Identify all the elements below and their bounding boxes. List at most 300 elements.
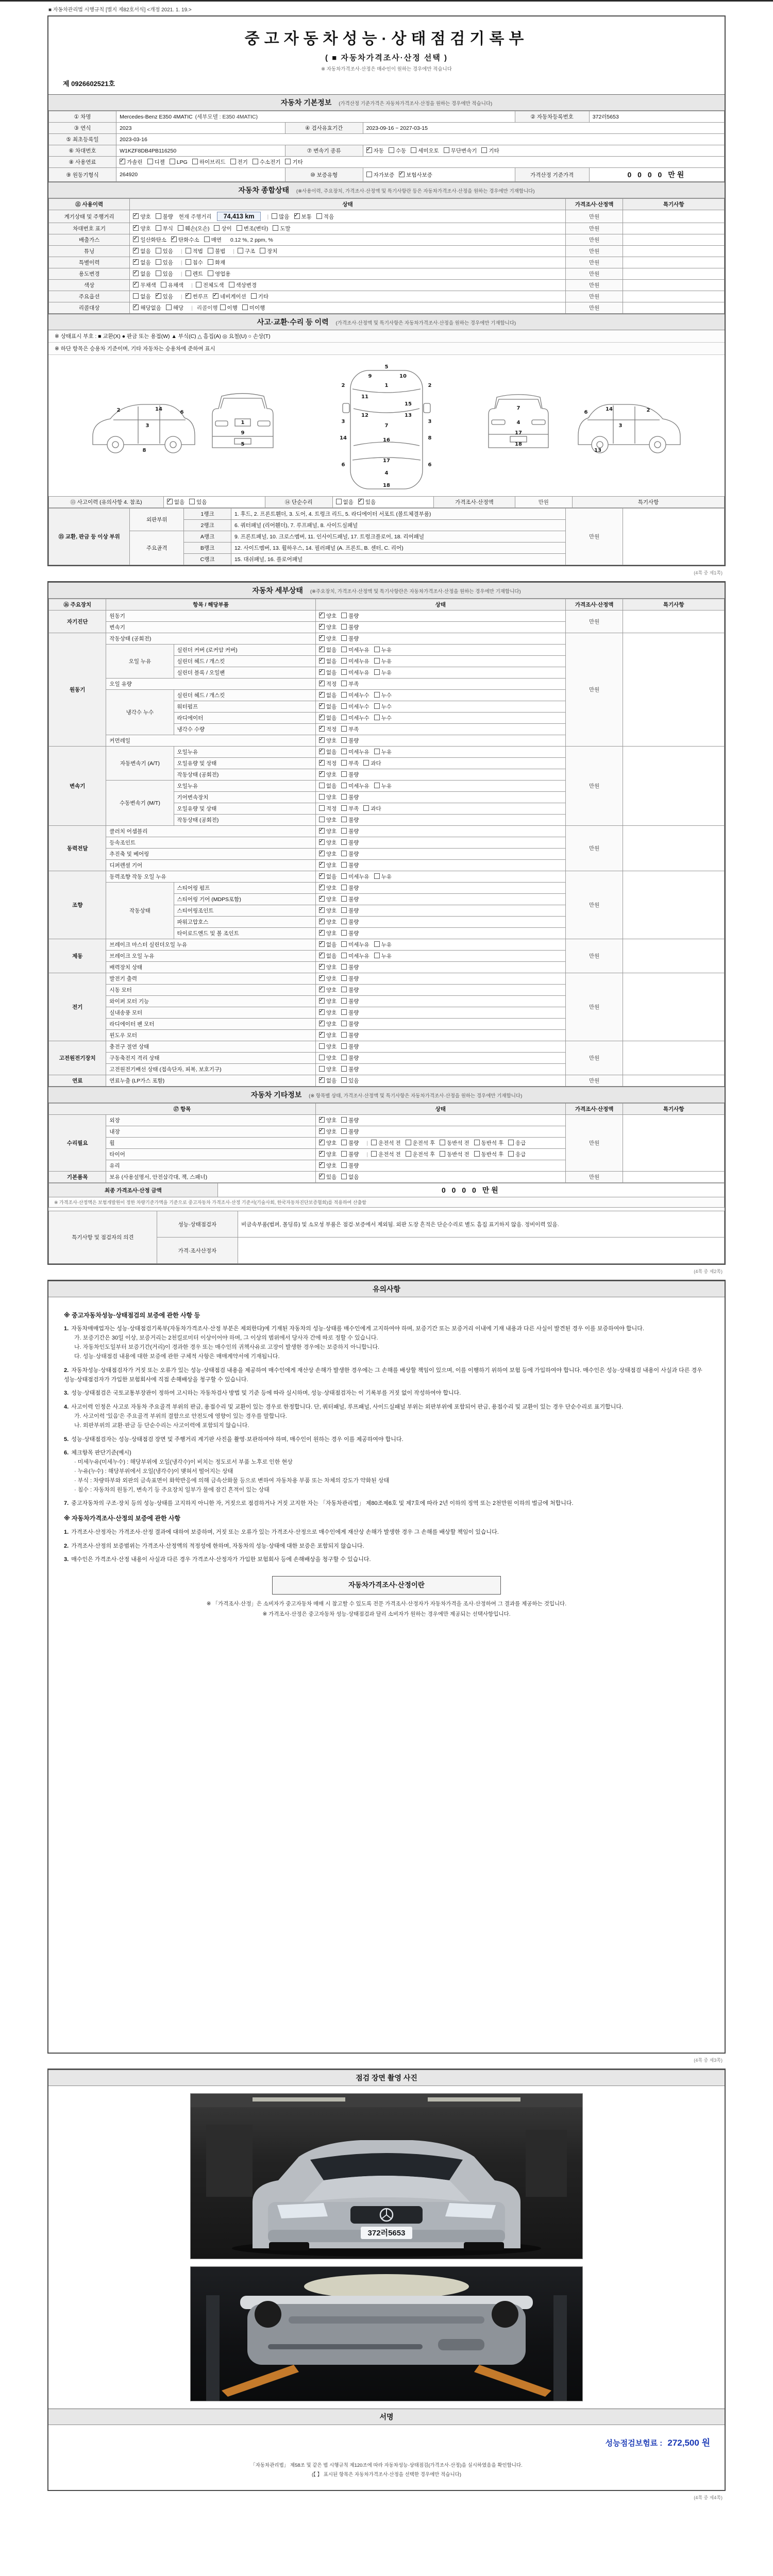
checkbox-option: ✓ 양호 xyxy=(133,213,150,221)
panel-category-label: 주요골격 xyxy=(130,531,184,565)
unchecked-box-icon xyxy=(341,862,347,868)
checkbox-option: ✓ 양호 xyxy=(319,884,337,892)
remark-cell xyxy=(623,633,725,747)
report-title: 중고자동차성능·상태점검기록부 xyxy=(244,30,529,47)
checkbox-option: 없음 xyxy=(319,782,337,790)
checked-box-icon xyxy=(167,499,173,504)
checkbox-option: ✓ 양호 xyxy=(319,1139,337,1147)
checkbox-option: ✓ 가솔린 xyxy=(120,158,142,166)
status-cell xyxy=(315,1075,565,1087)
checked-box-icon xyxy=(319,930,325,936)
item-label: 오일누유 xyxy=(174,781,315,792)
item-label: 작동상태 (공회전) xyxy=(174,769,315,781)
unchecked-box-icon xyxy=(341,1043,347,1049)
appraiser-role-label: 가격·조사산정자 xyxy=(157,1238,238,1264)
diagram-part-number: 2 xyxy=(341,383,345,388)
unchecked-box-icon xyxy=(374,715,380,720)
notice-item-number: 3. xyxy=(64,1556,69,1563)
transmission-options xyxy=(363,145,724,157)
unchecked-box-icon xyxy=(319,1043,325,1049)
checkbox-option: ✓ 없음 xyxy=(167,498,184,506)
item-label: 변속기 xyxy=(106,622,315,633)
checked-box-icon xyxy=(186,293,191,299)
simple-repair-options xyxy=(332,497,434,508)
row-label: 리콜대상 xyxy=(49,302,130,314)
checkbox-option: 부족 xyxy=(341,759,359,767)
device-row xyxy=(49,611,725,622)
checkbox-option: 동반석 후 xyxy=(474,1150,504,1158)
column-header: 상태 xyxy=(130,199,566,210)
table-header-row xyxy=(49,199,725,210)
notice-item-number: 2. xyxy=(64,1543,69,1549)
status-cell xyxy=(315,939,565,951)
checked-box-icon xyxy=(319,873,325,879)
status-cell xyxy=(315,679,565,690)
unchecked-box-icon xyxy=(341,658,347,664)
price-cell: 만원 xyxy=(565,268,623,280)
price-cell: 만원 xyxy=(565,234,623,246)
status-cell xyxy=(315,735,565,747)
unchecked-box-icon xyxy=(260,248,265,253)
inspector-role-label: 성능·상태점검자 xyxy=(157,1211,238,1238)
basic-info-title: 자동차 기본정보 xyxy=(280,98,332,107)
unchecked-box-icon xyxy=(341,692,347,698)
usage-history-row xyxy=(49,302,725,314)
front-photo-illustration xyxy=(191,2094,582,2259)
notice-section1-title: ※ 중고자동차성능·상태점검의 보증에 관한 사항 등 xyxy=(64,1312,200,1319)
inspector-opinion-text: 비금속부품(범퍼, 몰딩류) 및 소모성 부품은 점검·보증에서 제외됨. 외판 도장 흔적은 단순수리로 별도 흠집 표기하지 않음. 정비이력 있음. xyxy=(238,1211,725,1238)
checkbox-option: ✓ 없음 xyxy=(319,669,337,676)
checkbox-option: 미세누유 xyxy=(341,657,369,665)
checkbox-option: 있음 xyxy=(156,259,173,266)
unchecked-box-icon xyxy=(341,919,347,924)
status-cell xyxy=(315,792,565,803)
notice-item-number: 2. xyxy=(64,1367,69,1374)
document-number: 제 0926602521호 xyxy=(63,80,115,88)
item-label: 동력조향 작동 오일 누유 xyxy=(106,871,315,883)
checkbox-option: ✓ 양호 xyxy=(319,1162,337,1170)
notice-item xyxy=(64,1449,709,1495)
status-cell xyxy=(315,690,565,701)
unchecked-box-icon xyxy=(411,147,416,153)
price-appraisal-info-title: 자동차가격조사·산정이란 xyxy=(272,1576,501,1595)
item-label: 커먼레일 xyxy=(106,735,315,747)
checkbox-option: 변조(변타) xyxy=(237,225,268,232)
notice-item-text: 중고자동차의 구조·장치 등의 성능·상태를 고지하지 아니한 자, 거짓으로 점검하거나 거짓 고지한 자는 「자동차관리법」 제80조제6호 및 제7호에 따라 2년 이하의 징역 또는 2천만원 이하의 벌금에 처합니다. xyxy=(71,1500,574,1507)
notice-subitem: · 누유(누수) : 해당부위에서 오일(냉각수)이 맺혀서 떨어지는 상태 xyxy=(74,1468,233,1475)
checked-box-icon xyxy=(319,715,325,720)
vehicle-name xyxy=(116,111,515,123)
status-cell xyxy=(315,860,565,871)
table-row xyxy=(49,157,725,168)
remark-cell xyxy=(623,234,725,246)
checkbox-option: 화재 xyxy=(208,259,225,266)
unchecked-box-icon xyxy=(319,1055,325,1060)
notice-item-text: 가격조사·산정자는 가격조사·산정 결과에 대하여 보증하며, 거짓 또는 오류가 있는 가격조사·산정으로 매수인에게 재산상 손해가 발생한 경우 그 손해를 배상할 책임이 있습니다. xyxy=(71,1529,499,1535)
option-group-divider: | xyxy=(233,248,234,255)
remark-cell xyxy=(623,210,725,223)
comprehensive-table xyxy=(48,198,725,314)
accident-history-options xyxy=(163,497,265,508)
checkbox-option: ✓ 양호 xyxy=(319,612,337,620)
checked-box-icon xyxy=(319,624,325,630)
unchecked-box-icon xyxy=(341,964,347,970)
device-group-label: 수리필요 xyxy=(49,1115,106,1172)
checkbox-option: 세미오토 xyxy=(411,147,439,155)
diagram-part-number: 11 xyxy=(361,394,368,400)
unchecked-box-icon xyxy=(341,817,347,822)
checkbox-option: 양호 xyxy=(319,1065,337,1073)
checkbox-option: 누유 xyxy=(374,952,392,960)
section-box-4 xyxy=(47,2069,726,2491)
table-row xyxy=(49,1183,725,1197)
status-cell xyxy=(315,962,565,973)
underbody-photo-illustration xyxy=(191,2267,582,2401)
page-number-note: (4쪽 중 제4쪽) xyxy=(694,2495,722,2500)
checkbox-option: 훼손(오손) xyxy=(178,225,210,232)
checkbox-option: 구조 xyxy=(238,247,255,255)
photos-header xyxy=(48,2070,725,2086)
remark-column-label: 특기사항 xyxy=(572,497,724,508)
checkbox-option: 불량 xyxy=(156,213,173,221)
option-group-divider: | xyxy=(267,214,269,220)
option-group-divider: | xyxy=(180,248,182,255)
unchecked-box-icon xyxy=(474,1151,480,1157)
photo-area xyxy=(48,2086,725,2490)
status-cell xyxy=(130,268,566,280)
diagram-part-number: 5 xyxy=(384,364,389,370)
checkbox-option: 적정 xyxy=(319,805,337,812)
checkbox-option: ✓ 양호 xyxy=(319,635,337,642)
item-label: 오일유량 및 상태 xyxy=(174,803,315,815)
unchecked-box-icon xyxy=(374,703,380,709)
checkbox-option: 누유 xyxy=(374,748,392,756)
checkbox-option: 자가보증 xyxy=(366,171,395,179)
notice-subitem: 나. 외판부위의 교환·판금 등 단순수리는 사고이력에 포함되지 않습니다. xyxy=(74,1422,249,1429)
row-label: 용도변경 xyxy=(49,268,130,280)
notice-item xyxy=(64,1366,709,1385)
notice-subitem: · 침수 : 자동차의 원동기, 변속기 등 주요장치 일부가 물에 잠긴 흔적이 있는 상태 xyxy=(74,1486,270,1493)
unchecked-box-icon xyxy=(251,293,257,299)
column-header: 특기사항 xyxy=(623,199,725,210)
checked-box-icon xyxy=(133,270,139,276)
device-group-label: 조향 xyxy=(49,871,106,939)
license-plate-text: 372러5653 xyxy=(367,2229,406,2238)
status-cell xyxy=(315,1041,565,1053)
section-box-2 xyxy=(47,581,726,1265)
status-cell xyxy=(315,905,565,917)
status-cell xyxy=(315,951,565,962)
checkbox-option: ✓ 있음 xyxy=(319,1173,337,1181)
price-cell: 만원 xyxy=(565,973,623,1041)
item-label: 스티어링 기어 (MDPS포함) xyxy=(174,894,315,905)
unchecked-box-icon xyxy=(208,270,213,276)
model-year: 2023 xyxy=(116,123,285,134)
checkbox-option: 있음 xyxy=(189,498,207,506)
field-label: 가격산정 기준가격 xyxy=(515,168,589,182)
checkbox-option: 누유 xyxy=(374,669,392,676)
diagram-part-number: 6 xyxy=(341,462,345,468)
unchecked-box-icon xyxy=(374,647,380,652)
checkbox-option: 부족 xyxy=(341,805,359,812)
price-column-label: 가격조사·산정액 xyxy=(434,497,515,508)
checkbox-option: 기타 xyxy=(481,147,499,155)
status-cell xyxy=(315,996,565,1007)
diagram-part-number: 13 xyxy=(594,448,601,453)
unchecked-box-icon xyxy=(186,248,191,253)
checkbox-option: ✓ 일산화탄소 xyxy=(133,236,166,244)
unchecked-box-icon xyxy=(336,499,342,504)
checkbox-option: ✓ 탄화수소 xyxy=(171,236,199,244)
checked-box-icon xyxy=(319,613,325,618)
item-label: 외장 xyxy=(106,1115,315,1126)
checkbox-option: 무단변속기 xyxy=(444,147,477,155)
checkbox-option: 미세누수 xyxy=(341,703,369,710)
notice-item-text: 매수인은 가격조사·산정 내용이 사실과 다른 경우 가격조사·산정자가 가입한 보험회사 등에 손해배상을 청구할 수 있습니다. xyxy=(71,1556,371,1563)
checked-box-icon xyxy=(319,1117,325,1123)
checked-box-icon xyxy=(319,658,325,664)
etc-subtitle: (※ 항목별 상태, 가격조사·산정액 및 특기사항은 자동차가격조사·산정을 원하는 경우에만 기재합니다) xyxy=(309,1093,523,1099)
status-cell xyxy=(130,223,566,234)
rank-parts: 6. 쿼터패널 (리어휀더), 7. 루프패널, 8. 사이드실패널 xyxy=(231,520,565,531)
unchecked-box-icon xyxy=(374,658,380,664)
checked-box-icon xyxy=(319,828,325,834)
option-group-divider: | xyxy=(366,1140,368,1146)
vehicle-submodel: (세부모델 : E350 4MATIC) xyxy=(195,114,258,120)
checkbox-option: 양호 xyxy=(319,1043,337,1050)
checkbox-option: 동반석 전 xyxy=(440,1150,469,1158)
notice-items xyxy=(64,1528,709,1565)
status-cell xyxy=(315,803,565,815)
unchecked-box-icon xyxy=(481,147,487,153)
checkbox-option: 불량 xyxy=(341,918,359,926)
unchecked-box-icon xyxy=(341,737,347,743)
item-label: 스티어링조인트 xyxy=(174,905,315,917)
checkbox-option: 불량 xyxy=(341,839,359,846)
checked-box-icon xyxy=(319,1128,325,1134)
car-damage-diagram xyxy=(82,359,691,494)
checkbox-option: 불량 xyxy=(341,1150,359,1158)
checkbox-option: 양호 xyxy=(319,793,337,801)
diagram-part-number: 3 xyxy=(341,419,345,425)
notice-item-number: 3. xyxy=(64,1390,69,1397)
checkbox-option: 불량 xyxy=(341,1128,359,1136)
unchecked-box-icon xyxy=(508,1151,514,1157)
checkbox-option: 불량 xyxy=(341,623,359,631)
unchecked-box-icon xyxy=(272,213,277,219)
checkbox-option: ✓ 양호 xyxy=(319,850,337,858)
report-subtitle: ( ■ 자동차가격조사·산정 선택 ) xyxy=(325,54,448,62)
etc-table xyxy=(48,1103,725,1183)
footer-notes xyxy=(48,2458,725,2485)
odometer-label: 현재 주행거리 xyxy=(178,214,212,220)
remark-cell xyxy=(623,302,725,314)
price-cell: 만원 xyxy=(565,210,623,223)
unchecked-box-icon xyxy=(341,907,347,913)
unchecked-box-icon xyxy=(371,1151,377,1157)
usage-history-row xyxy=(49,223,725,234)
notice-item xyxy=(64,1325,709,1361)
item-label: 실린더 헤드 / 개스킷 xyxy=(174,656,315,667)
status-cell xyxy=(130,234,566,246)
device-row xyxy=(49,939,725,951)
notice-header xyxy=(48,1281,725,1297)
diagram-part-number: 4 xyxy=(516,420,520,426)
checkbox-option: 도말 xyxy=(273,225,290,232)
checkbox-option: ✓ 없음 xyxy=(319,657,337,665)
checkbox-option: ✓ 양호 xyxy=(319,963,337,971)
checkbox-option: ✓ 양호 xyxy=(319,986,337,994)
status-cell xyxy=(315,713,565,724)
checkbox-option: 있음 xyxy=(156,270,173,278)
remark-cell xyxy=(623,246,725,257)
unchecked-box-icon xyxy=(341,1032,347,1038)
price-cell: 만원 xyxy=(565,302,623,314)
checkbox-option: LPG xyxy=(170,159,188,165)
diagram-part-number: 18 xyxy=(383,483,390,488)
checkbox-option: 누수 xyxy=(374,691,392,699)
checkbox-option: 적음 xyxy=(316,213,334,221)
checked-box-icon xyxy=(294,213,300,219)
checkbox-option: 불량 xyxy=(341,1020,359,1028)
status-cell xyxy=(315,781,565,792)
remark-cell xyxy=(623,1075,725,1087)
status-cell xyxy=(315,1064,565,1075)
price-cell: 만원 xyxy=(565,246,623,257)
status-cell xyxy=(315,656,565,667)
final-price-value: 0 0 0 0 만원 xyxy=(217,1183,724,1197)
item-label: 내장 xyxy=(106,1126,315,1138)
diagram-part-number: 14 xyxy=(340,435,347,441)
checkbox-option: 불량 xyxy=(341,1043,359,1050)
registration-number: 372러5653 xyxy=(589,111,724,123)
footer-line: 「자동차관리법」 제58조 및 같은 법 시행규칙 제120조에 따라 자동차성능·상태점검(가격조사·산정)을 실시하였음을 확인합니다. xyxy=(250,2463,523,2468)
status-cell xyxy=(315,849,565,860)
checkbox-option: ✓ 있음 xyxy=(156,293,173,300)
column-header: 가격조사·산정액 xyxy=(565,199,623,210)
inspection-period: 2023-09-16 ~ 2027-03-15 xyxy=(363,123,724,134)
checkbox-option: 부족 xyxy=(341,725,359,733)
unchecked-box-icon xyxy=(341,930,347,936)
option-group-divider: | xyxy=(180,271,182,277)
notice-subitem: · 미세누유(미세누수) : 해당부위에 오일(냉각수)이 비치는 정도로서 부품 노후로 인한 현상 xyxy=(74,1459,293,1466)
unchecked-box-icon xyxy=(170,159,175,164)
diagram-part-number: 1 xyxy=(241,420,245,426)
item-label: 디퍼렌셜 기어 xyxy=(106,860,315,871)
checkbox-option: ✓ 양호 xyxy=(319,975,337,982)
unchecked-box-icon xyxy=(189,499,195,504)
field-label: ① 차명 xyxy=(49,111,116,123)
checked-box-icon xyxy=(133,304,139,310)
checkbox-option: 해당 xyxy=(166,304,183,312)
comprehensive-header xyxy=(48,182,725,198)
engine-type: 264920 xyxy=(116,168,285,182)
checkbox-option: 과다 xyxy=(363,805,381,812)
checked-box-icon xyxy=(319,1162,325,1168)
checkbox-option: 없음 xyxy=(133,293,150,300)
field-label: ⑧ 사용연료 xyxy=(49,157,116,168)
checkbox-option: ✓ 양호 xyxy=(319,1116,337,1124)
diagram-part-number: 6 xyxy=(180,410,184,415)
remark-cell xyxy=(623,509,725,565)
price-cell: 만원 xyxy=(565,939,623,973)
status-cell xyxy=(315,724,565,735)
item-label: 오일유량 및 상태 xyxy=(174,758,315,769)
checked-box-icon xyxy=(133,248,139,253)
status-cell xyxy=(130,257,566,268)
checked-box-icon xyxy=(319,851,325,856)
measurement-value: 0.12 %, 2 ppm, % xyxy=(230,237,273,243)
unchecked-box-icon xyxy=(341,1117,347,1123)
diagram-part-number: 3 xyxy=(145,423,149,429)
item-label: 오일누유 xyxy=(174,747,315,758)
section-box-1 xyxy=(47,15,726,566)
rank-label: C랭크 xyxy=(184,554,231,565)
unchecked-box-icon xyxy=(156,259,161,265)
diagram-part-number: 18 xyxy=(515,442,522,447)
unchecked-box-icon xyxy=(374,941,380,947)
checkbox-option: 수소전기 xyxy=(253,158,281,166)
checkbox-option: ✓ 없음 xyxy=(319,873,337,880)
diagram-part-number: 14 xyxy=(155,406,162,412)
checkbox-option: ✓ 양호 xyxy=(319,1020,337,1028)
unchecked-box-icon xyxy=(374,669,380,675)
checkbox-option: 기타 xyxy=(251,293,268,300)
checkbox-option: ✓ 양호 xyxy=(319,997,337,1005)
device-group-label: 고전원전기장치 xyxy=(49,1041,106,1075)
checkbox-option: ✓ 없음 xyxy=(133,270,150,278)
checkbox-option: 수동 xyxy=(389,147,406,155)
basic-info-table xyxy=(48,111,725,182)
unchecked-box-icon xyxy=(341,941,347,947)
notice-item-text: 사고이력 인정은 사고로 자동차 주요골격 부위의 판금, 용접수리 및 교환이 있는 경우로 한정합니다. 단, 쿼터패널, 루프패널, 사이드실패널 부위는 외판부위에 포함되어 판금, 용접수리 및 교환이 있는 경우 단순수리로 표기합니다. xyxy=(71,1404,624,1411)
item-label: 원동기 xyxy=(106,611,315,622)
diagram-part-number: 2 xyxy=(116,408,121,413)
checkbox-option: ✓ 있음 xyxy=(358,498,376,506)
notice-item-number: 6. xyxy=(64,1450,69,1456)
exchange-section-label: ⑮ 교환, 판금 등 이상 부위 xyxy=(49,509,130,565)
unchecked-box-icon xyxy=(341,805,347,811)
remark-cell xyxy=(623,939,725,973)
checkbox-option: 미세누유 xyxy=(341,669,369,676)
checked-box-icon xyxy=(171,236,177,242)
status-cell xyxy=(315,1172,565,1183)
status-cell xyxy=(315,701,565,713)
column-header: 상태 xyxy=(315,599,565,611)
usage-history-row xyxy=(49,246,725,257)
item-label: 구동축전지 격리 상태 xyxy=(106,1053,315,1064)
price-cell: 만원 xyxy=(565,871,623,939)
checkbox-option: 불량 xyxy=(341,861,359,869)
checkbox-option: 매연 xyxy=(204,236,222,244)
diagram-part-number: 7 xyxy=(384,423,389,429)
checkbox-option: 불량 xyxy=(341,1139,359,1147)
row-label: 색상 xyxy=(49,280,130,291)
table-row xyxy=(49,145,725,157)
checkbox-option: 양호 xyxy=(319,816,337,824)
checked-box-icon xyxy=(120,159,125,164)
checkbox-option: 미세누수 xyxy=(341,691,369,699)
item-label: 파워고압호스 xyxy=(174,917,315,928)
checkbox-option: ✓ 없음 xyxy=(319,748,337,756)
notice-item-text: 성능·상태점검자는 성능·상태점검 장면 및 주행거리 계기판 사진을 촬영·보관하여야 하며, 매수인이 원하는 경우 이를 제공하여야 합니다. xyxy=(71,1436,404,1443)
device-row xyxy=(49,747,725,758)
price-cell: 만원 xyxy=(565,1115,623,1172)
unchecked-box-icon xyxy=(341,760,347,766)
checkbox-option: 불량 xyxy=(341,1054,359,1062)
item-label: 보유 (사용설명서, 안전삼각대, 잭, 스패너) xyxy=(106,1172,315,1183)
status-cell xyxy=(315,747,565,758)
